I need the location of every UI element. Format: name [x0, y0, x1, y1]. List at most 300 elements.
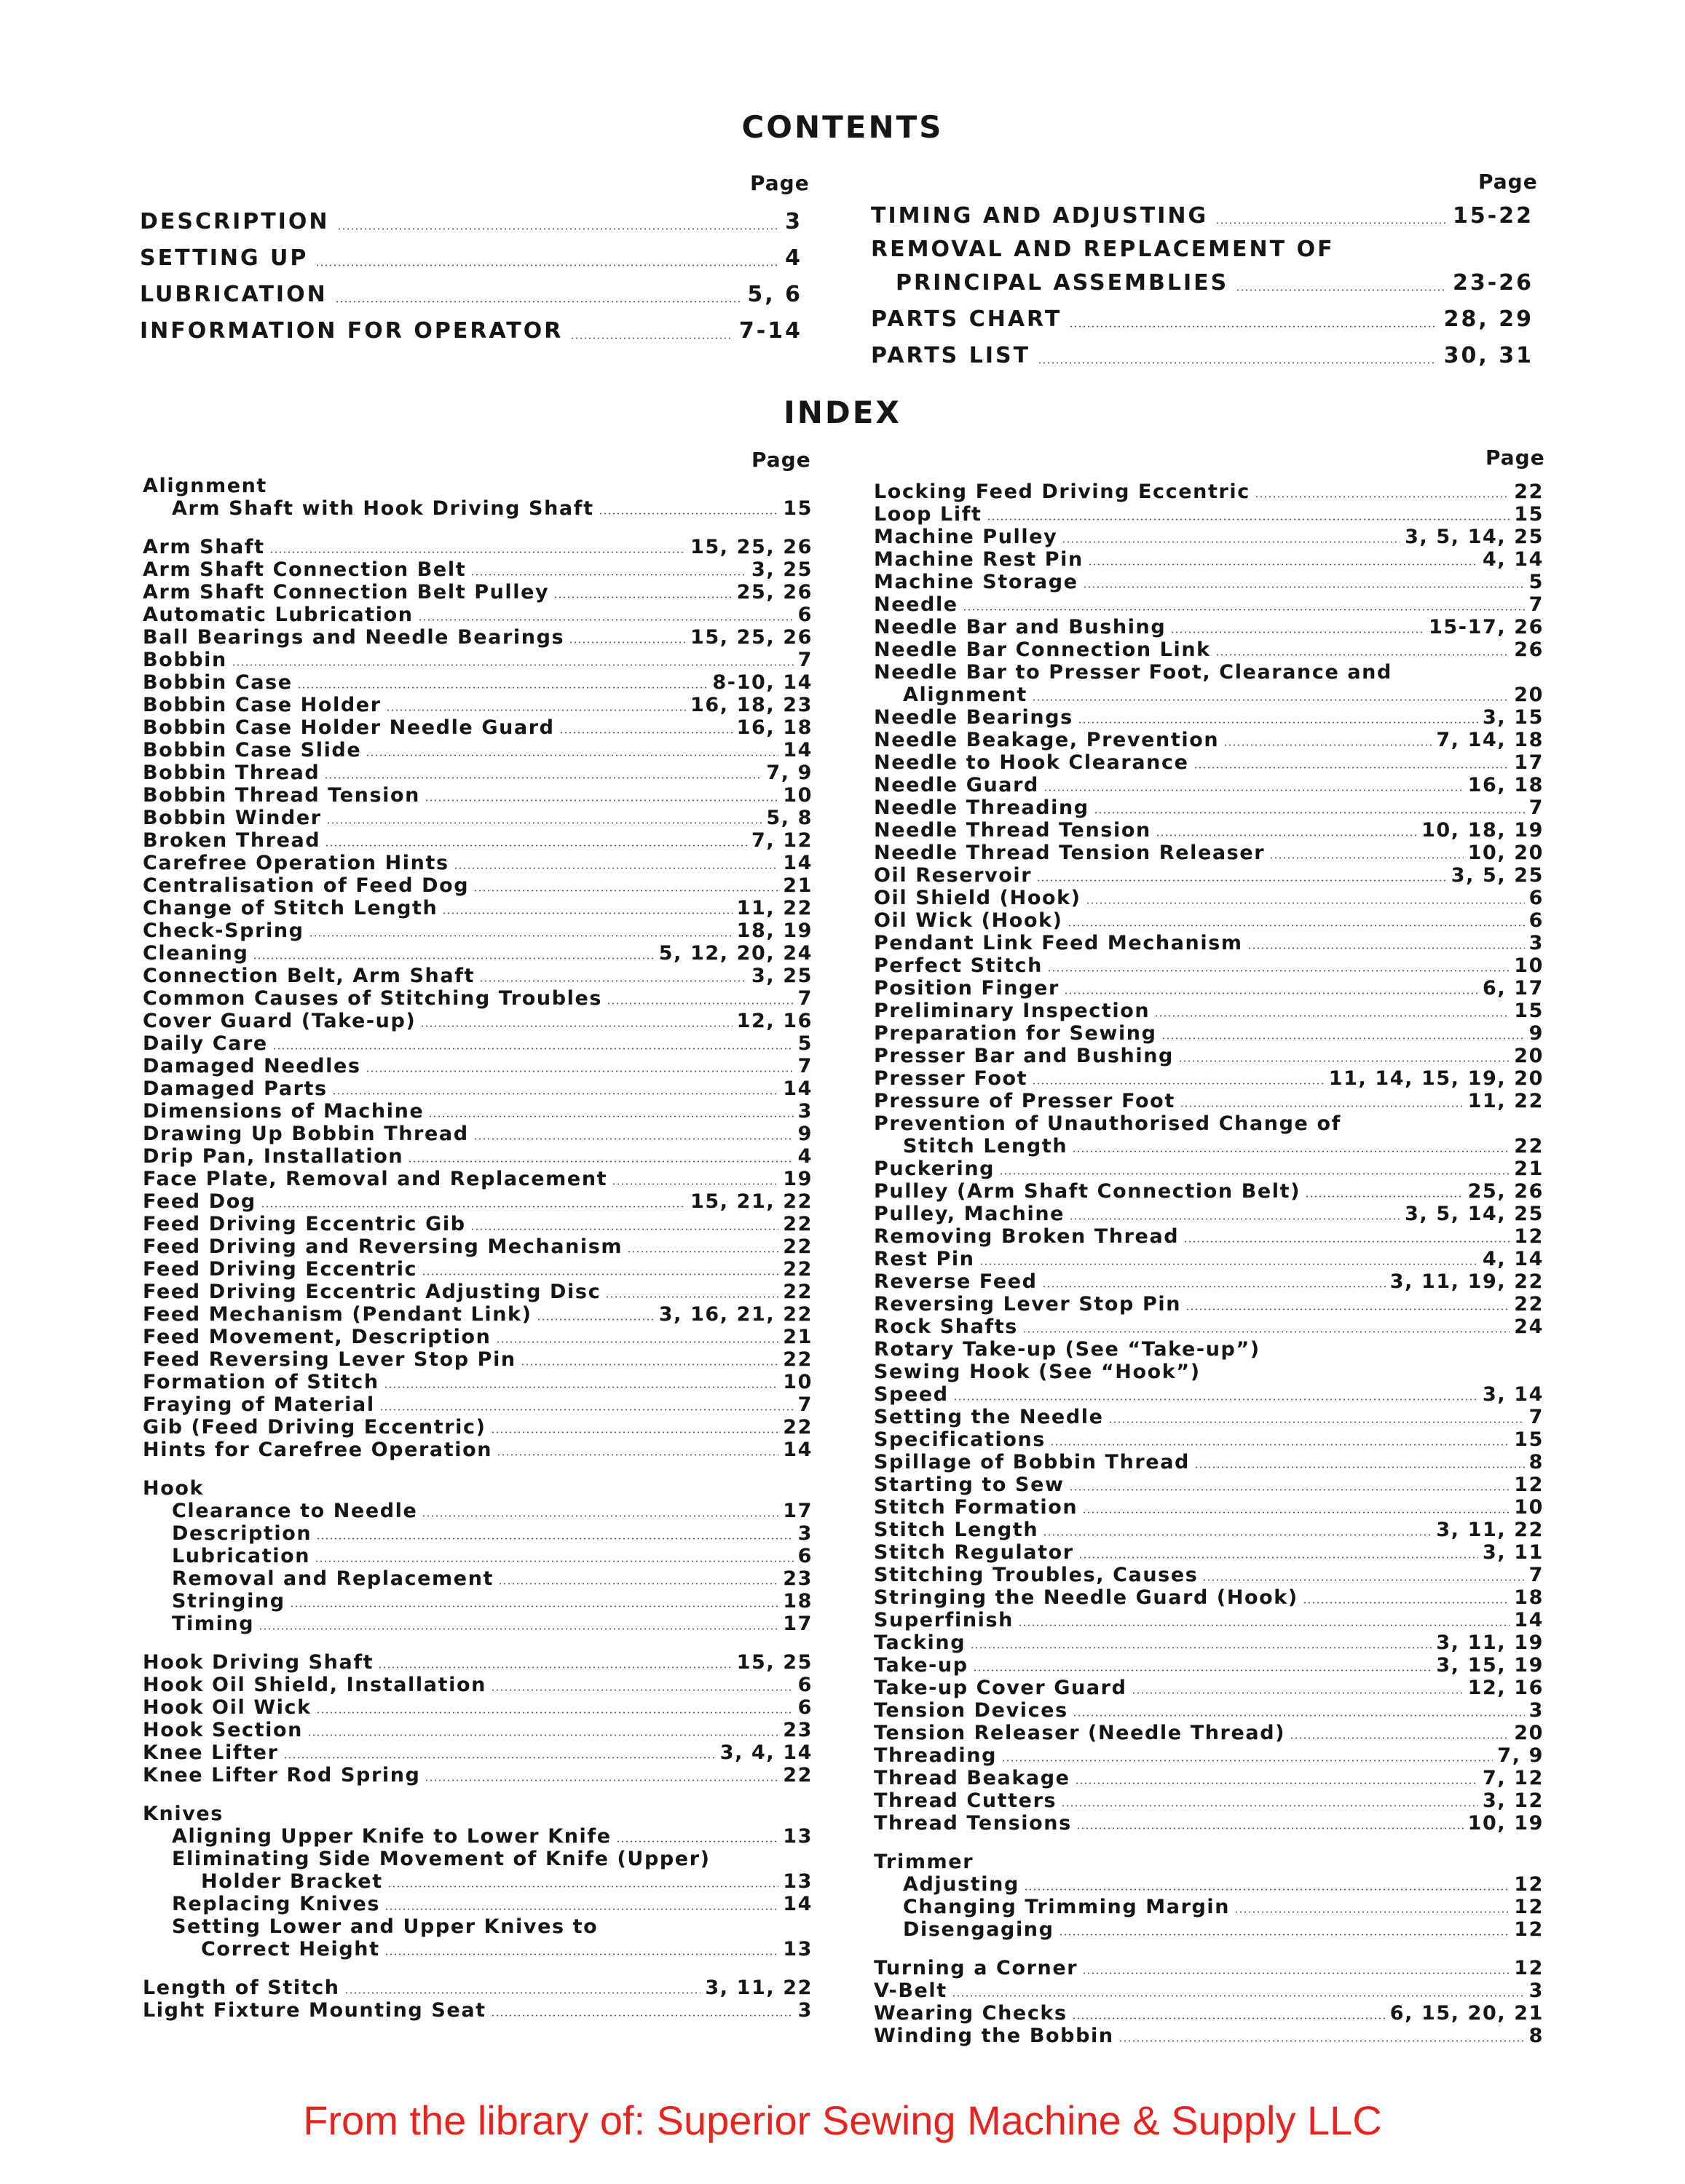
index-entry-label: Pulley, Machine [874, 1203, 1065, 1225]
dot-leader [1059, 1934, 1510, 1936]
index-entry [143, 1010, 813, 1032]
contents-entry-label: SETTING UP [140, 245, 309, 271]
index-entry [143, 497, 813, 520]
index-entry-page: 17 [1514, 751, 1544, 774]
index-entry-label: Specifications [874, 1428, 1046, 1451]
index-entry-page: 12, 16 [736, 1010, 813, 1032]
index-entry-label: Stitch Length [874, 1519, 1039, 1541]
dot-leader [973, 1669, 1432, 1671]
contents-entry-label: DESCRIPTION [140, 209, 330, 234]
index-entry-label: Disengaging [903, 1918, 1054, 1941]
index-entry-label: Feed Reversing Lever Stop Pin [143, 1348, 516, 1371]
index-entry-page: 15 [1514, 503, 1544, 526]
index-entry-page: 7 [797, 987, 813, 1010]
index-entry [143, 1439, 813, 1461]
index-entry-page: 13 [783, 1938, 813, 1961]
index-entry-page: 14 [783, 852, 813, 874]
index-entry-page: 15, 25, 26 [690, 626, 813, 649]
index-entry [143, 581, 813, 604]
index-entry [874, 503, 1544, 526]
index-entry [143, 671, 813, 694]
index-entry [143, 626, 813, 649]
index-entry-label: Arm Shaft Connection Belt Pulley [143, 581, 550, 604]
index-entry-page: 4, 14 [1482, 548, 1544, 571]
index-entry-page: 13 [783, 1825, 813, 1848]
index-entry [874, 1586, 1544, 1609]
index-entry-page: 9 [797, 1123, 813, 1145]
index-entry-label: Automatic Lubrication [143, 604, 414, 626]
index-entry-label: Bobbin Case Holder Needle Guard [143, 716, 555, 739]
dot-leader [324, 777, 762, 779]
index-entry-page: 15 [1514, 1000, 1544, 1022]
dot-leader [1269, 857, 1463, 859]
index-entry-page: 3, 11 [1482, 1541, 1544, 1564]
index-entry-label: Bobbin Case Slide [143, 739, 362, 761]
index-entry [874, 1203, 1544, 1225]
index-entry [143, 784, 813, 807]
index-entry-label: Daily Care [143, 1032, 268, 1055]
index-entry-label: Hook Section [143, 1719, 303, 1741]
index-entry [143, 1674, 813, 1696]
dot-leader [599, 513, 779, 515]
index-entry-label: Timing [172, 1613, 255, 1635]
index-entry [143, 1938, 813, 1961]
index-left-list [143, 475, 813, 2022]
dot-leader [259, 1628, 778, 1630]
index-heading: Trimmer [874, 1851, 974, 1873]
index-entry [874, 1383, 1544, 1406]
index-entry-page: 15 [783, 497, 813, 520]
index-entry [143, 965, 813, 987]
dot-leader [1062, 541, 1400, 543]
index-entry-page: 20 [1514, 1045, 1544, 1067]
dot-leader [1118, 2040, 1525, 2042]
index-entry-label: Formation of Stitch [143, 1371, 379, 1393]
index-entry [143, 1613, 813, 1635]
index-entry-page: 22 [783, 1764, 813, 1787]
index-entry-label: Clearance to Needle [172, 1500, 418, 1522]
dot-leader [1156, 834, 1417, 836]
dot-leader [970, 1647, 1432, 1649]
index-entry [874, 706, 1544, 729]
index-entry-label: Ball Bearings and Needle Bearings [143, 626, 565, 649]
dot-leader [1223, 744, 1432, 746]
contents-left-list [140, 204, 802, 349]
index-entry-page: 3, 14 [1482, 1383, 1544, 1406]
dot-leader [605, 1296, 778, 1298]
index-entry-label: Cleaning [143, 942, 249, 965]
index-entry-label: Holder Bracket [201, 1870, 383, 1893]
index-entry-label: Face Plate, Removal and Replacement [143, 1168, 608, 1190]
index-entry [874, 1979, 1544, 2002]
index-entry-page: 10 [1514, 1496, 1544, 1519]
index-entry-label: Replacing Knives [172, 1893, 381, 1915]
index-entry-page: 6, 15, 20, 21 [1389, 2002, 1544, 2025]
index-entry-label: Bobbin Thread [143, 761, 320, 784]
dot-leader [537, 1318, 655, 1321]
index-entry [874, 1812, 1544, 1835]
index-entry [874, 616, 1544, 638]
dot-leader [1215, 222, 1445, 224]
index-entry-page: 4, 14 [1482, 1248, 1544, 1270]
index-entry-label: Needle Thread Tension [874, 819, 1151, 842]
index-entry-label: Bobbin [143, 649, 227, 671]
index-entry-page: 11, 22 [1467, 1090, 1544, 1112]
dot-leader [384, 1908, 778, 1910]
index-entry-page: 5, 8 [766, 807, 813, 829]
dot-leader [315, 264, 778, 266]
index-entry-label: Carefree Operation Hints [143, 852, 449, 874]
index-entry-page: 22 [1514, 1135, 1544, 1158]
index-entry [143, 919, 813, 942]
index-entry-page: 15-17, 26 [1429, 616, 1544, 638]
dot-leader [1132, 1692, 1464, 1694]
index-page-label-right: Page [1485, 446, 1545, 470]
index-entry-page: 10 [783, 1371, 813, 1393]
index-entry-label: Needle Bar and Bushing [874, 616, 1167, 638]
index-entry-label: Feed Dog [143, 1190, 256, 1213]
index-entry-page: 18, 19 [736, 919, 813, 942]
dot-leader [1043, 1534, 1432, 1536]
index-entry [874, 638, 1544, 661]
index-entry-label: Needle to Hook Clearance [874, 751, 1189, 774]
dot-leader [1083, 586, 1525, 588]
index-entry-label: Turning a Corner [874, 1957, 1078, 1979]
index-entry [874, 1180, 1544, 1203]
index-entry-page: 3, 5, 14, 25 [1405, 526, 1544, 548]
index-entry-page: 7, 9 [1497, 1744, 1544, 1767]
dot-leader [232, 664, 794, 666]
index-entry-page: 3, 4, 14 [719, 1741, 813, 1764]
index-entry-label: Change of Stitch Length [143, 897, 438, 919]
index-entry [874, 684, 1544, 706]
index-entry [143, 897, 813, 919]
index-entry [143, 1123, 813, 1145]
index-entry [874, 1315, 1544, 1338]
dot-leader [335, 301, 741, 303]
dot-leader [1069, 1218, 1400, 1220]
index-entry-label: Adjusting [903, 1873, 1019, 1896]
index-entry [874, 1022, 1544, 1045]
dot-leader [425, 799, 778, 802]
index-entry-label: Thread Beakage [874, 1767, 1070, 1789]
index-entry-label: Bobbin Winder [143, 807, 322, 829]
index-entry [143, 1500, 813, 1522]
index-entry-label: Cover Guard (Take-up) [143, 1010, 417, 1032]
index-entry-label: Hook Oil Wick [143, 1696, 312, 1719]
index-entry [143, 1235, 813, 1258]
dot-leader [1032, 1083, 1325, 1085]
dot-leader [290, 1605, 779, 1607]
index-entry-page: 20 [1514, 684, 1544, 706]
dot-leader [1303, 1602, 1510, 1604]
index-entry-page: 5 [1528, 571, 1544, 593]
index-entry [143, 604, 813, 626]
index-entry [143, 1741, 813, 1764]
index-entry [874, 1722, 1544, 1744]
index-entry [874, 1541, 1544, 1564]
section-gap [143, 1461, 813, 1477]
index-entry-page: 14 [783, 1893, 813, 1915]
index-entry-page: 14 [783, 1077, 813, 1100]
index-entry-page: 8 [1528, 1451, 1544, 1473]
index-entry-page: 10, 18, 19 [1421, 819, 1544, 842]
dot-leader [616, 1840, 779, 1843]
index-entry-page: 13 [783, 1870, 813, 1893]
dot-leader [326, 822, 762, 824]
index-entry-page: 10 [783, 784, 813, 807]
index-entry [143, 1258, 813, 1281]
dot-leader [987, 518, 1510, 521]
index-entry-label: Winding the Bobbin [874, 2025, 1114, 2047]
dot-leader [384, 1953, 779, 1955]
index-entry [874, 480, 1544, 503]
index-entry [874, 1609, 1544, 1631]
index-entry-label: Oil Reservoir [874, 864, 1033, 887]
index-entry-page: 14 [783, 739, 813, 761]
index-entry-page: 15 [1514, 1428, 1544, 1451]
index-entry [874, 1473, 1544, 1496]
dot-leader [1078, 1556, 1478, 1559]
index-entry [143, 1696, 813, 1719]
index-entry-page: 8 [1528, 2025, 1544, 2047]
index-entry-page: 7, 9 [766, 761, 813, 784]
index-entry-label: Puckering [874, 1158, 995, 1180]
index-entry [874, 842, 1544, 864]
index-entry-label: Drip Pan, Installation [143, 1145, 404, 1168]
index-entry [143, 1190, 813, 1213]
dot-leader [473, 890, 778, 892]
contents-entry-page: 5, 6 [747, 282, 802, 307]
index-entry-label: Stringing [172, 1590, 285, 1613]
index-entry-label: Needle Thread Tension Releaser [874, 842, 1266, 864]
index-entry-label: Oil Wick (Hook) [874, 909, 1063, 932]
contents-entry [871, 301, 1534, 338]
dot-leader [418, 619, 794, 621]
index-entry-label: Common Causes of Stitching Troubles [143, 987, 603, 1010]
index-heading: Rotary Take-up (See “Take-up”) [874, 1338, 1260, 1361]
index-entry [143, 1651, 813, 1674]
index-entry-page: 23 [783, 1567, 813, 1590]
index-entry-label: Needle Bar Connection Link [874, 638, 1211, 661]
index-entry [143, 1522, 813, 1545]
index-entry-label: Drawing Up Bobbin Thread [143, 1123, 469, 1145]
index-entry-page: 11, 14, 15, 19, 20 [1328, 1067, 1544, 1090]
index-entry [874, 1519, 1544, 1541]
index-entry-page: 12, 16 [1467, 1677, 1544, 1699]
dot-leader [1022, 1331, 1510, 1333]
index-entry-label: V-Belt [874, 1979, 947, 2002]
index-entry [874, 1135, 1544, 1158]
index-entry [143, 987, 813, 1010]
index-entry-label: Description [172, 1522, 312, 1545]
dot-leader [269, 551, 686, 553]
dot-leader [309, 935, 733, 937]
dot-leader [283, 1757, 716, 1759]
dot-leader [569, 641, 686, 644]
index-entry-label: Rest Pin [874, 1248, 975, 1270]
index-entry-label: Damaged Needles [143, 1055, 361, 1077]
section-gap [874, 1835, 1544, 1851]
dot-leader [344, 1992, 701, 1994]
index-page-label-left: Page [751, 448, 811, 472]
contents-entry-label: PARTS LIST [871, 343, 1031, 368]
index-entry-page: 18 [783, 1590, 813, 1613]
index-entry-page: 7 [1528, 796, 1544, 819]
index-entry-label: Broken Thread [143, 829, 321, 852]
index-entry [143, 1326, 813, 1348]
index-entry-page: 22 [783, 1416, 813, 1439]
index-entry [874, 796, 1544, 819]
dot-leader [442, 912, 732, 914]
dot-leader [470, 1228, 779, 1230]
index-entry [143, 807, 813, 829]
dot-leader [1185, 1308, 1510, 1310]
index-entry [143, 1371, 813, 1393]
index-entry-page: 6 [797, 604, 813, 626]
dot-leader [332, 1093, 778, 1095]
dot-leader [1170, 631, 1424, 633]
index-entry-page: 3, 25 [751, 558, 813, 581]
index-entry-label: Tacking [874, 1631, 966, 1654]
dot-leader [272, 1048, 794, 1050]
index-entry-label: Position Finger [874, 977, 1059, 1000]
index-entry-page: 24 [1514, 1315, 1544, 1338]
dot-leader [473, 1138, 794, 1140]
index-entry-label: Machine Pulley [874, 526, 1058, 548]
index-entry-label: Machine Rest Pin [874, 548, 1084, 571]
index-entry [143, 1393, 813, 1416]
index-entry-label: Changing Trimming Margin [903, 1896, 1231, 1918]
index-entry-label: Stitch Regulator [874, 1541, 1074, 1564]
index-entry-label: Machine Storage [874, 571, 1078, 593]
dot-leader [297, 687, 709, 689]
index-entry [143, 761, 813, 784]
dot-leader [366, 1070, 794, 1072]
index-entry [143, 1348, 813, 1371]
index-entry-page: 3, 12 [1482, 1789, 1544, 1812]
dot-leader [1069, 325, 1436, 328]
index-entry-label: Wearing Checks [874, 2002, 1068, 2025]
index-entry [874, 909, 1544, 932]
contents-page-label-left: Page [750, 171, 810, 195]
index-entry-page: 25, 26 [736, 581, 813, 604]
index-entry-page: 14 [783, 1439, 813, 1461]
index-entry [874, 1767, 1544, 1789]
dot-leader [979, 1263, 1478, 1265]
dot-leader [953, 1398, 1478, 1401]
dot-leader [1072, 1150, 1510, 1152]
index-entry-page: 6 [797, 1674, 813, 1696]
index-entry [143, 1545, 813, 1567]
dot-leader [386, 709, 686, 711]
index-entry-label: Removing Broken Thread [874, 1225, 1180, 1248]
index-entry [143, 874, 813, 897]
index-entry-page: 7 [797, 1055, 813, 1077]
index-entry-label: Feed Mechanism (Pendant Link) [143, 1303, 532, 1326]
contents-entry-page: 15-22 [1453, 203, 1534, 229]
dot-leader [366, 754, 778, 756]
dot-leader [559, 732, 733, 734]
index-entry [874, 1270, 1544, 1293]
contents-entry-label: PARTS CHART [871, 306, 1062, 332]
dot-leader [316, 1538, 793, 1540]
dot-leader [1064, 992, 1478, 994]
index-heading: Alignment [143, 475, 267, 497]
index-entry [143, 1567, 813, 1590]
contents-entry-label: TIMING AND ADJUSTING [871, 203, 1209, 229]
index-entry-page: 12 [1514, 1957, 1544, 1979]
index-entry-page: 3, 11, 19 [1436, 1631, 1544, 1654]
index-entry-label: Stitch Length [903, 1135, 1068, 1158]
index-entry-label: Presser Bar and Bushing [874, 1045, 1174, 1067]
index-entry-label: Gib (Feed Driving Eccentric) [143, 1416, 486, 1439]
library-footer: From the library of: Superior Sewing Machine & Supply LLC [303, 2097, 1382, 2143]
index-entry-page: 22 [783, 1235, 813, 1258]
index-entry [143, 1977, 813, 1999]
index-entry-label: Tension Releaser (Needle Thread) [874, 1722, 1286, 1744]
index-entry-label: Take-up [874, 1654, 968, 1677]
index-entry-label: Stringing the Needle Guard (Hook) [874, 1586, 1298, 1609]
index-entry [143, 1719, 813, 1741]
index-entry [874, 1293, 1544, 1315]
dot-leader [1234, 1911, 1510, 1913]
index-entry [143, 1416, 813, 1439]
index-entry-label: Dimensions of Machine [143, 1100, 425, 1123]
index-entry-page: 12 [1514, 1473, 1544, 1496]
index-entry-label: Hook Driving Shaft [143, 1651, 374, 1674]
index-entry [143, 1032, 813, 1055]
index-entry-label: Stitch Formation [874, 1496, 1078, 1519]
index-entry-page: 22 [1514, 480, 1544, 503]
index-entry-label: Presser Foot [874, 1067, 1028, 1090]
dot-leader [1068, 925, 1525, 927]
dot-leader [1018, 1624, 1510, 1626]
contents-entry [871, 265, 1534, 301]
index-entry-label: Needle Bearings [874, 706, 1073, 729]
index-entry-label: Setting the Needle [874, 1406, 1104, 1428]
index-entry-label: Stitching Troubles, Causes [874, 1564, 1199, 1586]
index-entry-page: 22 [1514, 1293, 1544, 1315]
contents-entry [140, 277, 802, 313]
dot-leader [428, 1115, 793, 1117]
index-entry [874, 954, 1544, 977]
index-entry-page: 10 [1514, 954, 1544, 977]
index-heading: Prevention of Unauthorised Change of [874, 1112, 1341, 1135]
index-entry [874, 2002, 1544, 2025]
contents-entry-page: 28, 29 [1443, 306, 1534, 332]
index-entry-label: Centralisation of Feed Dog [143, 874, 470, 897]
index-heading: Hook [143, 1477, 205, 1500]
dot-leader [1082, 1972, 1510, 1974]
index-entry-page: 5 [797, 1032, 813, 1055]
dot-leader [1061, 1805, 1478, 1807]
index-entry [143, 942, 813, 965]
contents-page-label-right: Page [1478, 170, 1538, 194]
dot-leader [1078, 721, 1478, 724]
index-entry [874, 1225, 1544, 1248]
index-entry-page: 16, 18, 23 [690, 694, 813, 716]
dot-leader [1069, 1489, 1510, 1491]
index-entry-page: 21 [1514, 1158, 1544, 1180]
dot-leader [1154, 1015, 1510, 1017]
index-entry [874, 1654, 1544, 1677]
dot-leader [337, 228, 778, 230]
index-entry-label: Feed Movement, Description [143, 1326, 492, 1348]
index-entry-page: 7 [1528, 593, 1544, 616]
index-entry-label: Bobbin Case [143, 671, 293, 694]
index-entry-page: 3, 15, 19 [1436, 1654, 1544, 1677]
